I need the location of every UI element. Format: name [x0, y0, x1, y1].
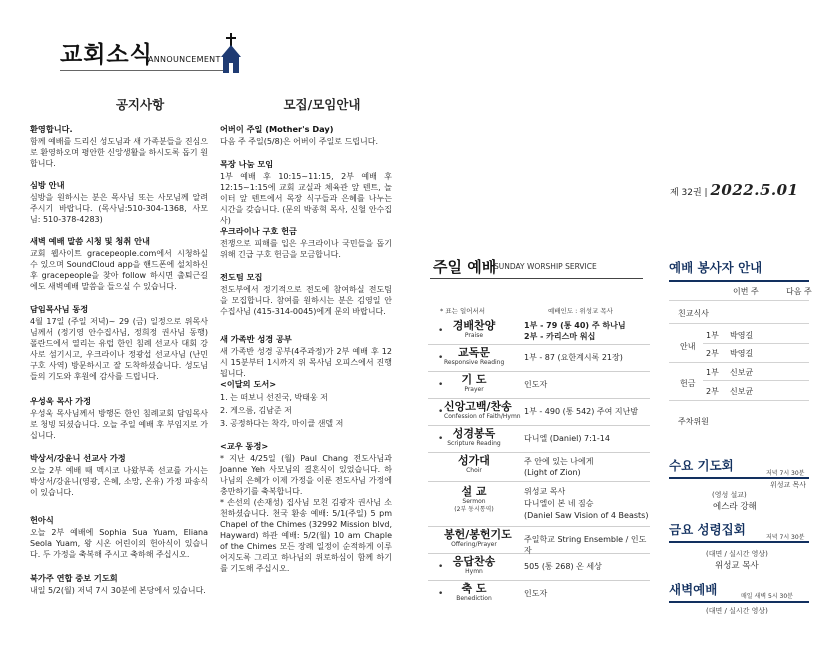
meeting-title: 어버이 주일 (Mother's Day)	[220, 124, 334, 134]
usher-part: 2부	[706, 349, 719, 358]
notice-title: 북가주 연합 중보 기도회	[30, 573, 118, 583]
wednesday-topic: 에스라 강해	[713, 502, 757, 512]
notice-title: 담임목사님 동정	[30, 304, 89, 314]
order-row	[428, 527, 650, 554]
wednesday-divider	[669, 477, 809, 479]
notices-heading: 공지사항	[115, 97, 165, 112]
meeting-body: 1. 는 떠보니 선진국, 박태웅 저 2. 게으름, 김남준 저 3. 공정하다는 착각, 마이클 샌델 저	[220, 393, 344, 428]
meeting-title: 전도팀 모집	[220, 272, 263, 282]
offering-part: 2부	[706, 387, 719, 396]
order-item-title: 신앙고백/찬송	[444, 400, 512, 413]
order-row	[428, 554, 650, 581]
order-item-english: Choir	[466, 467, 482, 474]
order-row	[428, 372, 650, 399]
order-item-detail: 1부 - 79 (통 40) 주 하나님 2부 - 카리스마 워십	[524, 321, 626, 341]
order-row	[428, 581, 650, 607]
standing-marker: •	[438, 353, 444, 363]
notice-welcome	[30, 124, 208, 169]
meeting-title: <교우 동정>	[220, 441, 269, 451]
order-item-title: 설 교	[461, 485, 487, 498]
dawn-divider	[669, 601, 809, 603]
order-item-detail: 1부 - 490 (통 542) 주여 지난밤	[524, 407, 639, 416]
meeting-body: 다음 주 주일(5/8)은 어버이 주일로 드립니다.	[220, 137, 379, 146]
standing-marker: •	[438, 380, 444, 390]
order-item-detail: 505 (통 268) 온 세상	[524, 562, 602, 571]
offering-name: 신보균	[730, 387, 754, 396]
friday-time: 저녁 7시 30분	[766, 534, 805, 541]
servants-divider	[669, 280, 809, 282]
standing-marker: •	[438, 407, 444, 417]
dawn-title: 새벽예배	[669, 582, 718, 597]
order-item-english: Sermon (2부 동시통역)	[454, 498, 494, 513]
order-item-detail: 주일학교 String Ensemble / 인도자	[524, 535, 647, 555]
order-item-detail: 1부 - 87 (요한계시록 21장)	[524, 353, 623, 362]
order-item-title: 교독문	[458, 346, 490, 359]
meeting-title: 새 가족반 성경 공부	[220, 334, 292, 344]
notice-title: 헌아식	[30, 515, 54, 525]
worship-order-list	[428, 318, 650, 607]
order-item-english: Confession of Faith/Hymn	[444, 413, 521, 420]
col-this-week: 이번 주	[733, 287, 759, 296]
role-fellowship-meal: 친교식사	[678, 309, 709, 318]
worship-divider	[430, 278, 643, 279]
order-item-detail: 위성교 목사 다니엘이 본 네 짐승 (Daniel Saw Vision of 4 Beasts)	[524, 487, 649, 520]
notice-missionary	[30, 453, 208, 498]
servants-heading: 예배 봉사자 안내	[669, 260, 763, 275]
usher-name: 박영길	[730, 331, 754, 340]
meeting-member-news	[220, 441, 392, 574]
order-item-title: 기 도	[461, 373, 487, 386]
dawn-time: 매일 새벽 5시 30분	[741, 593, 793, 600]
meeting-mokjang	[220, 159, 392, 226]
notice-body: 내일 5/2(월) 저녁 7시 30분에 본당에서 있습니다.	[30, 586, 206, 595]
meeting-evangelism	[220, 272, 392, 317]
issue-date: 2022.5.01	[710, 181, 799, 199]
order-item-detail: 인도자	[524, 380, 548, 389]
meetings-heading: 모집/모임안내	[283, 97, 361, 112]
meeting-ukraine-relief	[220, 226, 392, 260]
dawn-sub: (대면 / 실시간 영상)	[706, 607, 768, 615]
page-title: 교회소식	[60, 42, 153, 68]
role-parking: 주차위원	[678, 417, 709, 426]
wednesday-time: 저녁 7시 30분	[766, 470, 805, 477]
order-item-detail: 주 안에 있는 나에게 (Light of Zion)	[524, 457, 594, 477]
notice-dawn-sermon	[30, 236, 208, 292]
order-item-title: 성가대	[458, 454, 490, 467]
order-item-english: Benediction	[456, 595, 492, 602]
divider	[669, 362, 809, 363]
meeting-body: 1부 예배 후 10:15~11:15, 2부 예배 후 12:15~1:15에 교회 교실과 체육관 앞 텐트, 놀이터 앞 텐트에서 목장 식구들과 은혜를 나누는 시간을 갖습니다. (문의 박종혁 목사, 신혈 안수집사)	[220, 172, 392, 225]
worship-title: 주일 예배	[433, 258, 497, 276]
friday-sub: (대면 / 실시간 영상)	[706, 550, 768, 558]
wednesday-leader: 위성교 목사	[770, 481, 807, 489]
divider	[669, 400, 809, 401]
meeting-new-family-bible	[220, 334, 392, 379]
meeting-books	[220, 379, 392, 430]
standing-note: * 표는 일어서서	[440, 307, 486, 315]
notice-body: 함께 예배를 드리신 성도님과 새 가족분들을 진심으로 환영하오며 평안한 신앙생활을 하시도록 돕기 원합니다.	[30, 137, 208, 168]
offering-name: 신보균	[730, 368, 754, 377]
standing-marker: •	[438, 562, 444, 572]
meeting-title: 목장 나눔 모임	[220, 159, 274, 169]
order-item-detail: 다니엘 (Daniel) 7:1-14	[524, 434, 610, 443]
order-row	[428, 482, 650, 527]
issue-number: 제 32권 |	[670, 188, 708, 198]
notice-body: 심방을 원하시는 분은 목사님 또는 사모님께 알려 주시기 바랍니다. (목사님:510-304-1368, 사모님: 510-378-4283)	[30, 193, 208, 224]
notice-prayer-meeting	[30, 573, 208, 596]
order-item-english: Offering/Prayer	[451, 541, 497, 548]
order-item-english: Hymn	[465, 568, 483, 575]
meeting-body: 전쟁으로 피해를 입은 우크라이나 국민들을 돕기 위해 긴급 구호 헌금을 모금합니다.	[220, 239, 392, 259]
wednesday-sub: (영성 설교)	[712, 491, 747, 499]
notice-body: 교회 웹사이트 gracepeople.com에서 시청하실 수 있으며 SoundCloud app을 핸드폰에 설치하신 후 gracepeople을 찾아 follow 하시면 출퇴근길에도 새벽예배 말씀을 들으실 수 있습니다.	[30, 249, 208, 291]
church-cross-icon	[217, 33, 245, 75]
order-item-title: 축 도	[461, 582, 487, 595]
servants-panel	[669, 258, 809, 282]
friday-leader: 위성교 목사	[715, 561, 759, 571]
order-item-title: 경배찬양	[452, 319, 496, 332]
order-row	[428, 399, 650, 426]
role-usher: 안내	[680, 342, 696, 351]
meeting-mothers-day	[220, 124, 392, 147]
header-divider	[60, 70, 235, 71]
order-item-english: Praise	[464, 332, 484, 339]
order-item-english: Scripture Reading	[447, 440, 501, 447]
usher-name: 박영길	[730, 349, 754, 358]
divider	[669, 300, 809, 301]
order-item-english: Responsive Reading	[444, 359, 505, 366]
order-item-english: Prayer	[464, 386, 484, 393]
order-row	[428, 453, 650, 482]
issue-info	[670, 181, 799, 199]
meeting-body: 새 가족반 성경 공부(4주과정)가 2부 예배 후 12시 15분부터 1시까지 위 목사님 오피스에서 진행됩니다.	[220, 347, 392, 378]
order-row	[428, 426, 650, 453]
usher-part: 1부	[706, 331, 719, 340]
notice-pastor-news	[30, 304, 208, 382]
order-row	[428, 345, 650, 372]
notice-title: 박상서/강윤니 선교사 가정	[30, 453, 126, 463]
col-next-week: 다음 주	[786, 287, 812, 296]
notice-pastor-woo	[30, 396, 208, 441]
meeting-body: * 지난 4/25일 (월) Paul Chang 전도사님과 Joanne Yeh 사모님의 결혼식이 있었습니다. 하나님의 은혜가 이제 가정을 이룬 전도사님 가정에 충만하기를 축복합니다. * 손선의 (손재성) 집사님 모친 김광자 권사님 소천하셨습니다. 천국 환송 예배: 5/1(주일) 5 pm Chapel of the Chimes (32992 Mission blvd, Hayward) 하관 예배: 5/2(월) 10 am Chaple of the Chimes 모든 장례 일정이 순적하게 이루어지도록 그리고 하나님의 위로하심이 함께 하기를 기도해 주십시오.	[220, 454, 392, 573]
order-item-title: 응답찬송	[452, 555, 496, 568]
notice-title: 우성욱 목사 가정	[30, 396, 92, 406]
notice-body: 우성욱 목사님께서 방행돈 한인 침례교회 담임목사로 청빙 되셨습니다. 오늘 주일 예배 후 부임지로 가십니다.	[30, 409, 208, 440]
meeting-body: 전도부에서 정기적으로 전도에 참여하실 전도팀을 모집합니다. 참여를 원하시는 분은 김영일 안수집사님 (415-314-0045)에게 문의 바랍니다.	[220, 285, 392, 316]
notice-title: 심방 안내	[30, 180, 65, 190]
standing-marker: •	[438, 326, 444, 336]
notice-body: 오늘 2부 예배에 Sophia Sua Yuam, Eliana Seola Yuam, 왕 시온 어린이의 헌아식이 있습니다. 두 가정을 축복해 주시고 축하해 주십시오.	[30, 528, 208, 559]
standing-marker: •	[438, 434, 444, 444]
divider	[703, 343, 809, 344]
meeting-title: <이달의 도서>	[220, 379, 277, 389]
offering-part: 1부	[706, 368, 719, 377]
notice-title: 새벽 예배 말씀 시청 및 청취 안내	[30, 236, 150, 246]
role-offering: 헌금	[680, 379, 696, 388]
order-item-detail: 인도자	[524, 589, 548, 598]
order-item-title: 봉헌/봉헌기도	[444, 528, 512, 541]
wednesday-title: 수요 기도회	[669, 458, 734, 473]
standing-marker: •	[438, 589, 444, 599]
worship-leader-note: 예배인도 : 위성교 목사	[548, 307, 613, 315]
notice-visitation	[30, 180, 208, 225]
order-item-title: 성경봉독	[452, 427, 496, 440]
meeting-title: 우크라이나 구호 헌금	[220, 226, 297, 236]
worship-subtitle: SUNDAY WORSHIP SERVICE	[494, 262, 597, 271]
divider	[669, 323, 809, 324]
friday-divider	[669, 541, 809, 543]
notice-body: 오늘 2부 예배 때 멕시코 나왔부족 선교를 가시는 박상서/강윤니(영광, 은혜, 소망, 온유) 가정 파송식이 있습니다.	[30, 466, 208, 497]
friday-title: 금요 성령집회	[669, 522, 746, 537]
notice-title: 환영합니다.	[30, 124, 73, 134]
notice-dedication	[30, 515, 208, 560]
divider	[703, 380, 809, 381]
notice-body: 4월 17일 (주일 저녁)~ 29 (금) 일정으로 위목사님께서 (정기영 안수집사님, 정희정 권사님 동행) 폴란드에서 열리는 유럽 한인 침례 선교사 대회 강사로 섬기시고, 우크라이나 정광섭 선교사님 (난민 구호 사역) 방문하시고 잘 도착하셨습니다. 성도님들의 기도와 후원에 감사를 드립니다.	[30, 317, 208, 381]
page-subtitle: ANNOUNCEMENT	[148, 55, 221, 64]
order-row	[428, 318, 650, 345]
